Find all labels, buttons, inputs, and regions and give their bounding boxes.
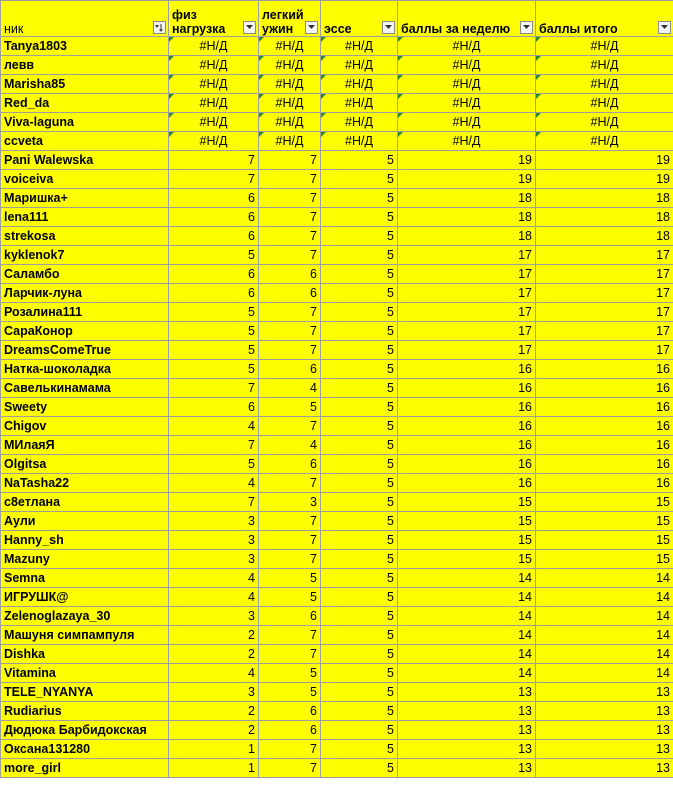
esse-cell[interactable]: 5 — [321, 664, 398, 683]
esse-cell[interactable]: 5 — [321, 531, 398, 550]
total-cell[interactable]: 19 — [536, 170, 673, 189]
week-cell[interactable]: 17 — [398, 341, 536, 360]
week-cell[interactable]: 17 — [398, 284, 536, 303]
esse-cell[interactable]: 5 — [321, 645, 398, 664]
table-row — [1, 493, 673, 512]
uzhin-cell[interactable]: 7 — [259, 417, 321, 436]
fiz-cell[interactable]: 5 — [169, 360, 259, 379]
na-cell[interactable]: #Н/Д — [536, 56, 673, 75]
nick-cell[interactable]: more_girl — [1, 759, 169, 778]
esse-cell[interactable]: 5 — [321, 740, 398, 759]
week-cell[interactable]: 13 — [398, 683, 536, 702]
nick-cell[interactable]: voiceiva — [1, 170, 169, 189]
esse-cell[interactable]: 5 — [321, 683, 398, 702]
na-cell[interactable]: #Н/Д — [398, 132, 536, 151]
header-total[interactable] — [536, 1, 673, 37]
fiz-cell[interactable]: 2 — [169, 645, 259, 664]
fiz-cell[interactable]: 4 — [169, 417, 259, 436]
na-cell[interactable]: #Н/Д — [321, 75, 398, 94]
header-esse[interactable] — [321, 1, 398, 37]
nick-cell[interactable]: strekosa — [1, 227, 169, 246]
total-cell[interactable]: 14 — [536, 645, 673, 664]
dropdown-arrow-icon[interactable] — [658, 21, 671, 34]
week-cell[interactable]: 15 — [398, 493, 536, 512]
na-cell[interactable]: #Н/Д — [321, 56, 398, 75]
nick-cell[interactable]: Саламбо — [1, 265, 169, 284]
table-row — [1, 284, 673, 303]
esse-cell[interactable]: 5 — [321, 550, 398, 569]
esse-cell[interactable]: 5 — [321, 189, 398, 208]
table-row — [1, 246, 673, 265]
esse-cell[interactable]: 5 — [321, 588, 398, 607]
table-row — [1, 588, 673, 607]
table-row — [1, 151, 673, 170]
uzhin-cell[interactable]: 7 — [259, 189, 321, 208]
week-cell[interactable]: 16 — [398, 455, 536, 474]
week-cell[interactable]: 17 — [398, 303, 536, 322]
na-cell[interactable]: #Н/Д — [321, 113, 398, 132]
na-cell[interactable]: #Н/Д — [321, 94, 398, 113]
na-cell[interactable]: #Н/Д — [169, 56, 259, 75]
esse-cell[interactable]: 5 — [321, 151, 398, 170]
week-cell[interactable]: 18 — [398, 208, 536, 227]
fiz-cell[interactable]: 5 — [169, 455, 259, 474]
total-cell[interactable]: 18 — [536, 208, 673, 227]
esse-cell[interactable]: 5 — [321, 607, 398, 626]
nick-cell[interactable]: Натка-шоколадка — [1, 360, 169, 379]
fiz-cell[interactable]: 3 — [169, 607, 259, 626]
na-cell[interactable]: #Н/Д — [259, 132, 321, 151]
esse-cell[interactable]: 5 — [321, 379, 398, 398]
table-row — [1, 113, 673, 132]
na-cell[interactable]: #Н/Д — [259, 75, 321, 94]
week-cell[interactable]: 13 — [398, 740, 536, 759]
uzhin-cell[interactable]: 7 — [259, 246, 321, 265]
fiz-cell[interactable]: 7 — [169, 379, 259, 398]
uzhin-cell[interactable]: 6 — [259, 721, 321, 740]
nick-cell[interactable]: Rudiarius — [1, 702, 169, 721]
table-row — [1, 474, 673, 493]
uzhin-cell[interactable]: 7 — [259, 227, 321, 246]
nick-cell[interactable]: Viva-laguna — [1, 113, 169, 132]
nick-cell[interactable]: Zelenoglazaya_30 — [1, 607, 169, 626]
esse-cell[interactable]: 5 — [321, 436, 398, 455]
table-row — [1, 341, 673, 360]
week-cell[interactable]: 17 — [398, 322, 536, 341]
total-cell[interactable]: 15 — [536, 493, 673, 512]
na-cell[interactable]: #Н/Д — [536, 113, 673, 132]
na-cell[interactable]: #Н/Д — [321, 132, 398, 151]
week-cell[interactable]: 13 — [398, 721, 536, 740]
esse-cell[interactable]: 5 — [321, 360, 398, 379]
uzhin-cell[interactable]: 6 — [259, 284, 321, 303]
fiz-cell[interactable]: 5 — [169, 303, 259, 322]
week-cell[interactable]: 14 — [398, 588, 536, 607]
total-cell[interactable]: 14 — [536, 626, 673, 645]
week-cell[interactable]: 16 — [398, 417, 536, 436]
uzhin-cell[interactable]: 6 — [259, 265, 321, 284]
week-cell[interactable]: 15 — [398, 531, 536, 550]
table-row — [1, 512, 673, 531]
fiz-cell[interactable]: 6 — [169, 284, 259, 303]
na-cell[interactable]: #Н/Д — [169, 37, 259, 56]
fiz-cell[interactable]: 3 — [169, 550, 259, 569]
table-row — [1, 436, 673, 455]
total-cell[interactable]: 14 — [536, 664, 673, 683]
na-cell[interactable]: #Н/Д — [321, 37, 398, 56]
nick-cell[interactable]: kyklenok7 — [1, 246, 169, 265]
nick-cell[interactable]: TELE_NYANYA — [1, 683, 169, 702]
esse-cell[interactable]: 5 — [321, 569, 398, 588]
esse-cell[interactable]: 5 — [321, 398, 398, 417]
uzhin-cell[interactable]: 7 — [259, 740, 321, 759]
uzhin-cell[interactable]: 4 — [259, 436, 321, 455]
fiz-cell[interactable]: 3 — [169, 531, 259, 550]
total-cell[interactable]: 17 — [536, 341, 673, 360]
uzhin-cell[interactable]: 7 — [259, 170, 321, 189]
esse-cell[interactable]: 5 — [321, 208, 398, 227]
na-cell[interactable]: #Н/Д — [536, 94, 673, 113]
total-cell[interactable]: 17 — [536, 322, 673, 341]
week-cell[interactable]: 18 — [398, 227, 536, 246]
table-row — [1, 265, 673, 284]
fiz-cell[interactable]: 2 — [169, 721, 259, 740]
na-cell[interactable]: #Н/Д — [536, 75, 673, 94]
esse-cell[interactable]: 5 — [321, 721, 398, 740]
esse-cell[interactable]: 5 — [321, 512, 398, 531]
total-cell[interactable]: 16 — [536, 455, 673, 474]
nick-cell[interactable]: Chigov — [1, 417, 169, 436]
header-label: легкий ужин — [262, 8, 304, 36]
total-cell[interactable]: 18 — [536, 189, 673, 208]
na-cell[interactable]: #Н/Д — [169, 132, 259, 151]
table-row — [1, 303, 673, 322]
fiz-cell[interactable]: 7 — [169, 436, 259, 455]
nick-cell[interactable]: ccveta — [1, 132, 169, 151]
fiz-cell[interactable]: 5 — [169, 341, 259, 360]
nick-cell[interactable]: Red_da — [1, 94, 169, 113]
fiz-cell[interactable]: 2 — [169, 702, 259, 721]
table-row — [1, 759, 673, 778]
fiz-cell[interactable]: 5 — [169, 322, 259, 341]
uzhin-cell[interactable]: 6 — [259, 607, 321, 626]
week-cell[interactable]: 19 — [398, 170, 536, 189]
week-cell[interactable]: 17 — [398, 265, 536, 284]
week-cell[interactable]: 15 — [398, 512, 536, 531]
esse-cell[interactable]: 5 — [321, 455, 398, 474]
na-cell[interactable]: #Н/Д — [398, 56, 536, 75]
esse-cell[interactable]: 5 — [321, 759, 398, 778]
sort-filter-icon[interactable] — [153, 21, 166, 34]
table-row — [1, 208, 673, 227]
na-cell[interactable]: #Н/Д — [259, 37, 321, 56]
na-cell[interactable]: #Н/Д — [398, 75, 536, 94]
table-row — [1, 702, 673, 721]
nick-cell[interactable]: Vitamina — [1, 664, 169, 683]
nick-cell[interactable]: NaTasha22 — [1, 474, 169, 493]
uzhin-cell[interactable]: 7 — [259, 208, 321, 227]
uzhin-cell[interactable]: 7 — [259, 759, 321, 778]
fiz-cell[interactable]: 6 — [169, 208, 259, 227]
table-row — [1, 683, 673, 702]
week-cell[interactable]: 13 — [398, 759, 536, 778]
total-cell[interactable]: 16 — [536, 379, 673, 398]
table-row — [1, 398, 673, 417]
uzhin-cell[interactable]: 5 — [259, 398, 321, 417]
na-cell[interactable]: #Н/Д — [259, 113, 321, 132]
total-cell[interactable]: 15 — [536, 550, 673, 569]
total-cell[interactable]: 15 — [536, 531, 673, 550]
fiz-cell[interactable]: 3 — [169, 683, 259, 702]
esse-cell[interactable]: 5 — [321, 322, 398, 341]
na-cell[interactable]: #Н/Д — [398, 37, 536, 56]
uzhin-cell[interactable]: 5 — [259, 664, 321, 683]
dropdown-arrow-icon[interactable] — [382, 21, 395, 34]
header-label: ник — [4, 22, 24, 36]
header-label: физ нагрузка — [172, 8, 226, 36]
uzhin-cell[interactable]: 7 — [259, 512, 321, 531]
total-cell[interactable]: 19 — [536, 151, 673, 170]
week-cell[interactable]: 16 — [398, 398, 536, 417]
total-cell[interactable]: 16 — [536, 474, 673, 493]
table-row — [1, 626, 673, 645]
nick-cell[interactable]: Sweety — [1, 398, 169, 417]
uzhin-cell[interactable]: 6 — [259, 360, 321, 379]
table-row — [1, 37, 673, 56]
nick-cell[interactable]: Dishka — [1, 645, 169, 664]
table-row — [1, 721, 673, 740]
nick-cell[interactable]: lena111 — [1, 208, 169, 227]
total-cell[interactable]: 14 — [536, 607, 673, 626]
table-row — [1, 455, 673, 474]
uzhin-cell[interactable]: 6 — [259, 702, 321, 721]
week-cell[interactable]: 16 — [398, 360, 536, 379]
uzhin-cell[interactable]: 7 — [259, 151, 321, 170]
table-row — [1, 94, 673, 113]
na-cell[interactable]: #Н/Д — [169, 75, 259, 94]
nick-cell[interactable]: Tanya1803 — [1, 37, 169, 56]
week-cell[interactable]: 14 — [398, 626, 536, 645]
nick-cell[interactable]: с8етлана — [1, 493, 169, 512]
uzhin-cell[interactable]: 7 — [259, 303, 321, 322]
nick-cell[interactable]: СараКонор — [1, 322, 169, 341]
table-row — [1, 379, 673, 398]
total-cell[interactable]: 17 — [536, 284, 673, 303]
table-row — [1, 569, 673, 588]
table-row — [1, 531, 673, 550]
total-cell[interactable]: 16 — [536, 360, 673, 379]
table-row — [1, 740, 673, 759]
esse-cell[interactable]: 5 — [321, 265, 398, 284]
table-row — [1, 189, 673, 208]
week-cell[interactable]: 13 — [398, 702, 536, 721]
total-cell[interactable]: 17 — [536, 303, 673, 322]
fiz-cell[interactable]: 7 — [169, 493, 259, 512]
table-row — [1, 645, 673, 664]
total-cell[interactable]: 13 — [536, 740, 673, 759]
total-cell[interactable]: 13 — [536, 759, 673, 778]
dropdown-arrow-icon[interactable] — [305, 21, 318, 34]
total-cell[interactable]: 16 — [536, 398, 673, 417]
uzhin-cell[interactable]: 5 — [259, 569, 321, 588]
week-cell[interactable]: 14 — [398, 607, 536, 626]
nick-cell[interactable]: Аули — [1, 512, 169, 531]
nick-cell[interactable]: Розалина111 — [1, 303, 169, 322]
nick-cell[interactable]: МИлаяЯ — [1, 436, 169, 455]
table-row — [1, 360, 673, 379]
nick-cell[interactable]: Дюдюка Барбидокская — [1, 721, 169, 740]
na-cell[interactable]: #Н/Д — [169, 113, 259, 132]
nick-cell[interactable]: Савелькинамама — [1, 379, 169, 398]
week-cell[interactable]: 16 — [398, 474, 536, 493]
table-row — [1, 170, 673, 189]
uzhin-cell[interactable]: 7 — [259, 531, 321, 550]
total-cell[interactable]: 13 — [536, 683, 673, 702]
nick-cell[interactable]: Маришка+ — [1, 189, 169, 208]
header-fiz[interactable] — [169, 1, 259, 37]
table-row — [1, 607, 673, 626]
nick-cell[interactable]: Olgitsa — [1, 455, 169, 474]
fiz-cell[interactable]: 4 — [169, 664, 259, 683]
nick-cell[interactable]: Semna — [1, 569, 169, 588]
na-cell[interactable]: #Н/Д — [398, 113, 536, 132]
total-cell[interactable]: 16 — [536, 417, 673, 436]
esse-cell[interactable]: 5 — [321, 284, 398, 303]
week-cell[interactable]: 15 — [398, 550, 536, 569]
fiz-cell[interactable]: 5 — [169, 246, 259, 265]
header-row — [1, 1, 673, 37]
total-cell[interactable]: 17 — [536, 246, 673, 265]
na-cell[interactable]: #Н/Д — [536, 37, 673, 56]
fiz-cell[interactable]: 4 — [169, 474, 259, 493]
uzhin-cell[interactable]: 4 — [259, 379, 321, 398]
fiz-cell[interactable]: 1 — [169, 759, 259, 778]
na-cell[interactable]: #Н/Д — [259, 56, 321, 75]
uzhin-cell[interactable]: 3 — [259, 493, 321, 512]
table-row — [1, 56, 673, 75]
fiz-cell[interactable]: 6 — [169, 189, 259, 208]
week-cell[interactable]: 19 — [398, 151, 536, 170]
uzhin-cell[interactable]: 7 — [259, 550, 321, 569]
na-cell[interactable]: #Н/Д — [536, 132, 673, 151]
fiz-cell[interactable]: 4 — [169, 569, 259, 588]
fiz-cell[interactable]: 6 — [169, 398, 259, 417]
uzhin-cell[interactable]: 5 — [259, 683, 321, 702]
total-cell[interactable]: 13 — [536, 702, 673, 721]
fiz-cell[interactable]: 4 — [169, 588, 259, 607]
fiz-cell[interactable]: 7 — [169, 151, 259, 170]
fiz-cell[interactable]: 7 — [169, 170, 259, 189]
nick-cell[interactable]: DreamsComeTrue — [1, 341, 169, 360]
header-label: эссе — [324, 22, 352, 36]
week-cell[interactable]: 16 — [398, 379, 536, 398]
na-cell[interactable]: #Н/Д — [169, 94, 259, 113]
dropdown-arrow-icon[interactable] — [520, 21, 533, 34]
table-row — [1, 417, 673, 436]
na-cell[interactable]: #Н/Д — [259, 94, 321, 113]
esse-cell[interactable]: 5 — [321, 246, 398, 265]
uzhin-cell[interactable]: 7 — [259, 341, 321, 360]
uzhin-cell[interactable]: 5 — [259, 588, 321, 607]
table-row — [1, 322, 673, 341]
header-uzhin[interactable] — [259, 1, 321, 37]
esse-cell[interactable]: 5 — [321, 227, 398, 246]
fiz-cell[interactable]: 6 — [169, 227, 259, 246]
nick-cell[interactable]: Машуня симпампуля — [1, 626, 169, 645]
nick-cell[interactable]: левв — [1, 56, 169, 75]
fiz-cell[interactable]: 6 — [169, 265, 259, 284]
total-cell[interactable]: 18 — [536, 227, 673, 246]
esse-cell[interactable]: 5 — [321, 341, 398, 360]
header-week[interactable] — [398, 1, 536, 37]
nick-cell[interactable]: ИГРУШК@ — [1, 588, 169, 607]
table-row — [1, 550, 673, 569]
esse-cell[interactable]: 5 — [321, 303, 398, 322]
uzhin-cell[interactable]: 7 — [259, 322, 321, 341]
dropdown-arrow-icon[interactable] — [243, 21, 256, 34]
uzhin-cell[interactable]: 7 — [259, 645, 321, 664]
nick-cell[interactable]: Marisha85 — [1, 75, 169, 94]
week-cell[interactable]: 16 — [398, 436, 536, 455]
week-cell[interactable]: 17 — [398, 246, 536, 265]
table-row — [1, 75, 673, 94]
total-cell[interactable]: 17 — [536, 265, 673, 284]
fiz-cell[interactable]: 3 — [169, 512, 259, 531]
total-cell[interactable]: 14 — [536, 569, 673, 588]
week-cell[interactable]: 14 — [398, 569, 536, 588]
esse-cell[interactable]: 5 — [321, 702, 398, 721]
nick-cell[interactable]: Оксана131280 — [1, 740, 169, 759]
header-label: баллы за неделю — [401, 22, 511, 36]
esse-cell[interactable]: 5 — [321, 417, 398, 436]
fiz-cell[interactable]: 2 — [169, 626, 259, 645]
total-cell[interactable]: 15 — [536, 512, 673, 531]
header-label: баллы итого — [539, 22, 618, 36]
esse-cell[interactable]: 5 — [321, 170, 398, 189]
uzhin-cell[interactable]: 6 — [259, 455, 321, 474]
esse-cell[interactable]: 5 — [321, 493, 398, 512]
nick-cell[interactable]: Ларчик-луна — [1, 284, 169, 303]
uzhin-cell[interactable]: 7 — [259, 626, 321, 645]
nick-cell[interactable]: Mazuny — [1, 550, 169, 569]
esse-cell[interactable]: 5 — [321, 626, 398, 645]
total-cell[interactable]: 14 — [536, 588, 673, 607]
table-row — [1, 664, 673, 683]
na-cell[interactable]: #Н/Д — [398, 94, 536, 113]
table-row — [1, 227, 673, 246]
table-body — [1, 37, 673, 778]
nick-cell[interactable]: Hanny_sh — [1, 531, 169, 550]
table-row — [1, 132, 673, 151]
week-cell[interactable]: 14 — [398, 645, 536, 664]
total-cell[interactable]: 13 — [536, 721, 673, 740]
header-nick[interactable] — [1, 1, 169, 37]
nick-cell[interactable]: Pani Walewska — [1, 151, 169, 170]
total-cell[interactable]: 16 — [536, 436, 673, 455]
week-cell[interactable]: 18 — [398, 189, 536, 208]
esse-cell[interactable]: 5 — [321, 474, 398, 493]
week-cell[interactable]: 14 — [398, 664, 536, 683]
fiz-cell[interactable]: 1 — [169, 740, 259, 759]
uzhin-cell[interactable]: 7 — [259, 474, 321, 493]
